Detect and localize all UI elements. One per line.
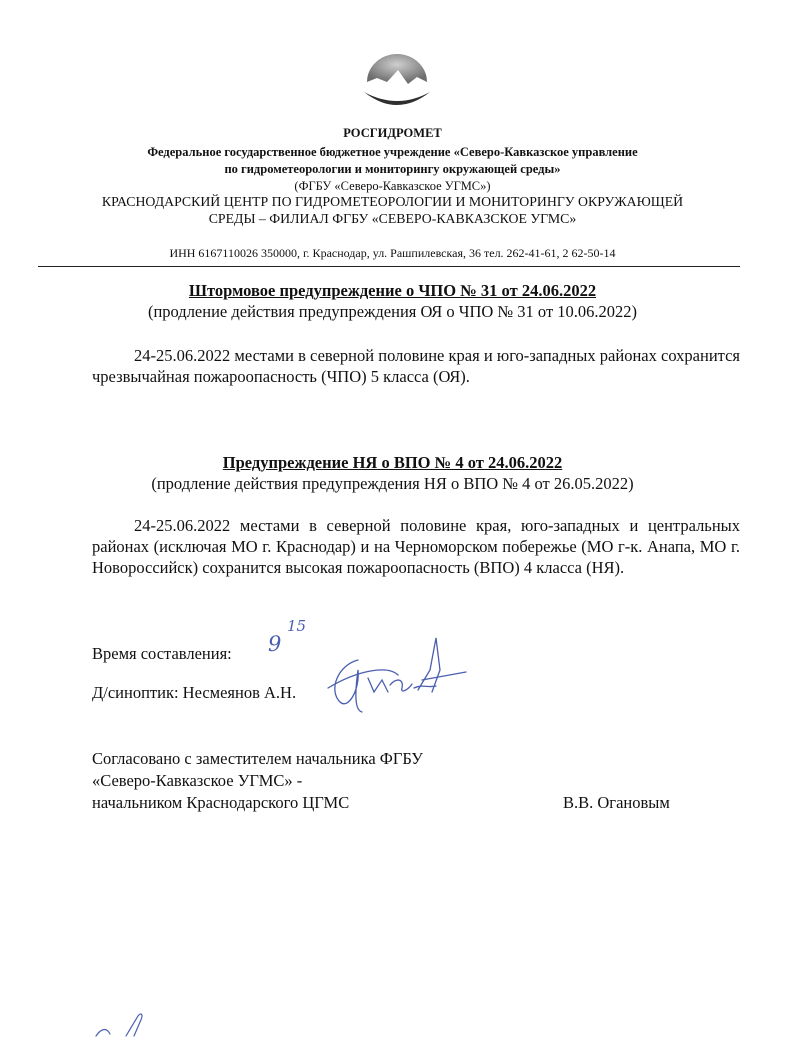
header-divider	[38, 266, 740, 267]
warning-2-subtitle: (продление действия предупреждения НЯ о ВПО № 4 от 26.05.2022)	[151, 474, 634, 493]
warning-1-subtitle: (продление действия предупреждения ОЯ о ЧПО № 31 от 10.06.2022)	[147, 302, 638, 321]
institution-short: (ФГБУ «Северо-Кавказское УГМС»)	[294, 179, 491, 193]
warning-2-title: Предупреждение НЯ о ВПО № 4 от 24.06.2022	[222, 453, 563, 472]
warning-1-body: 24-25.06.2022 местами в северной половине края и юго-западных районах сохранится чрезвычайная пожароопасность (ЧПО) 5 класса (ОЯ).	[92, 346, 740, 386]
roshydromet-logo-icon	[360, 52, 434, 118]
time-minutes: 15	[287, 617, 307, 635]
warning-1-title: Штормовое предупреждение о ЧПО № 31 от 24.06.2022	[188, 281, 597, 300]
time-hour: 9	[268, 632, 282, 656]
handwritten-mark-icon	[86, 1010, 176, 1037]
institution-line-1: Федеральное государственное бюджетное учреждение «Северо-Кавказское управление	[147, 145, 638, 159]
time-label: Время составления:	[92, 644, 232, 663]
agreed-line-3: начальником Краснодарского ЦГМС	[92, 793, 350, 812]
center-line-1: КРАСНОДАРСКИЙ ЦЕНТР ПО ГИДРОМЕТЕОРОЛОГИИ И МОНИТОРИНГУ ОКРУЖАЮЩЕЙ	[101, 194, 684, 209]
contacts-line: ИНН 6167110026 350000, г. Краснодар, ул. Рашпилевская, 36 тел. 262-41-61, 2 62-50-14	[169, 246, 616, 260]
agreed-line-1: Согласовано с заместителем начальника ФГБУ	[92, 749, 423, 768]
org-name: РОСГИДРОМЕТ	[343, 126, 442, 140]
warning-2-body: 24-25.06.2022 местами в северной половине края, юго-западных и центральных районах (исключая МО г. Краснодар) и на Черноморском побережье (МО г-к. Анапа, МО г. Новороссийск) сохранится высокая пожароопасность (ВПО) 4 класса (НЯ).	[92, 516, 740, 577]
institution-line-2: по гидрометеорологии и мониторингу окружающей среды»	[224, 162, 561, 176]
handwritten-signature-icon	[318, 630, 468, 720]
agreed-line-2: «Северо-Кавказское УГМС» -	[92, 771, 303, 790]
forecaster-line: Д/синоптик: Несмеянов А.Н.	[92, 683, 297, 702]
agreed-name: В.В. Огановым	[563, 793, 670, 812]
center-line-2: СРЕДЫ – ФИЛИАЛ ФГБУ «СЕВЕРО-КАВКАЗСКОЕ УГМС»	[208, 211, 577, 226]
